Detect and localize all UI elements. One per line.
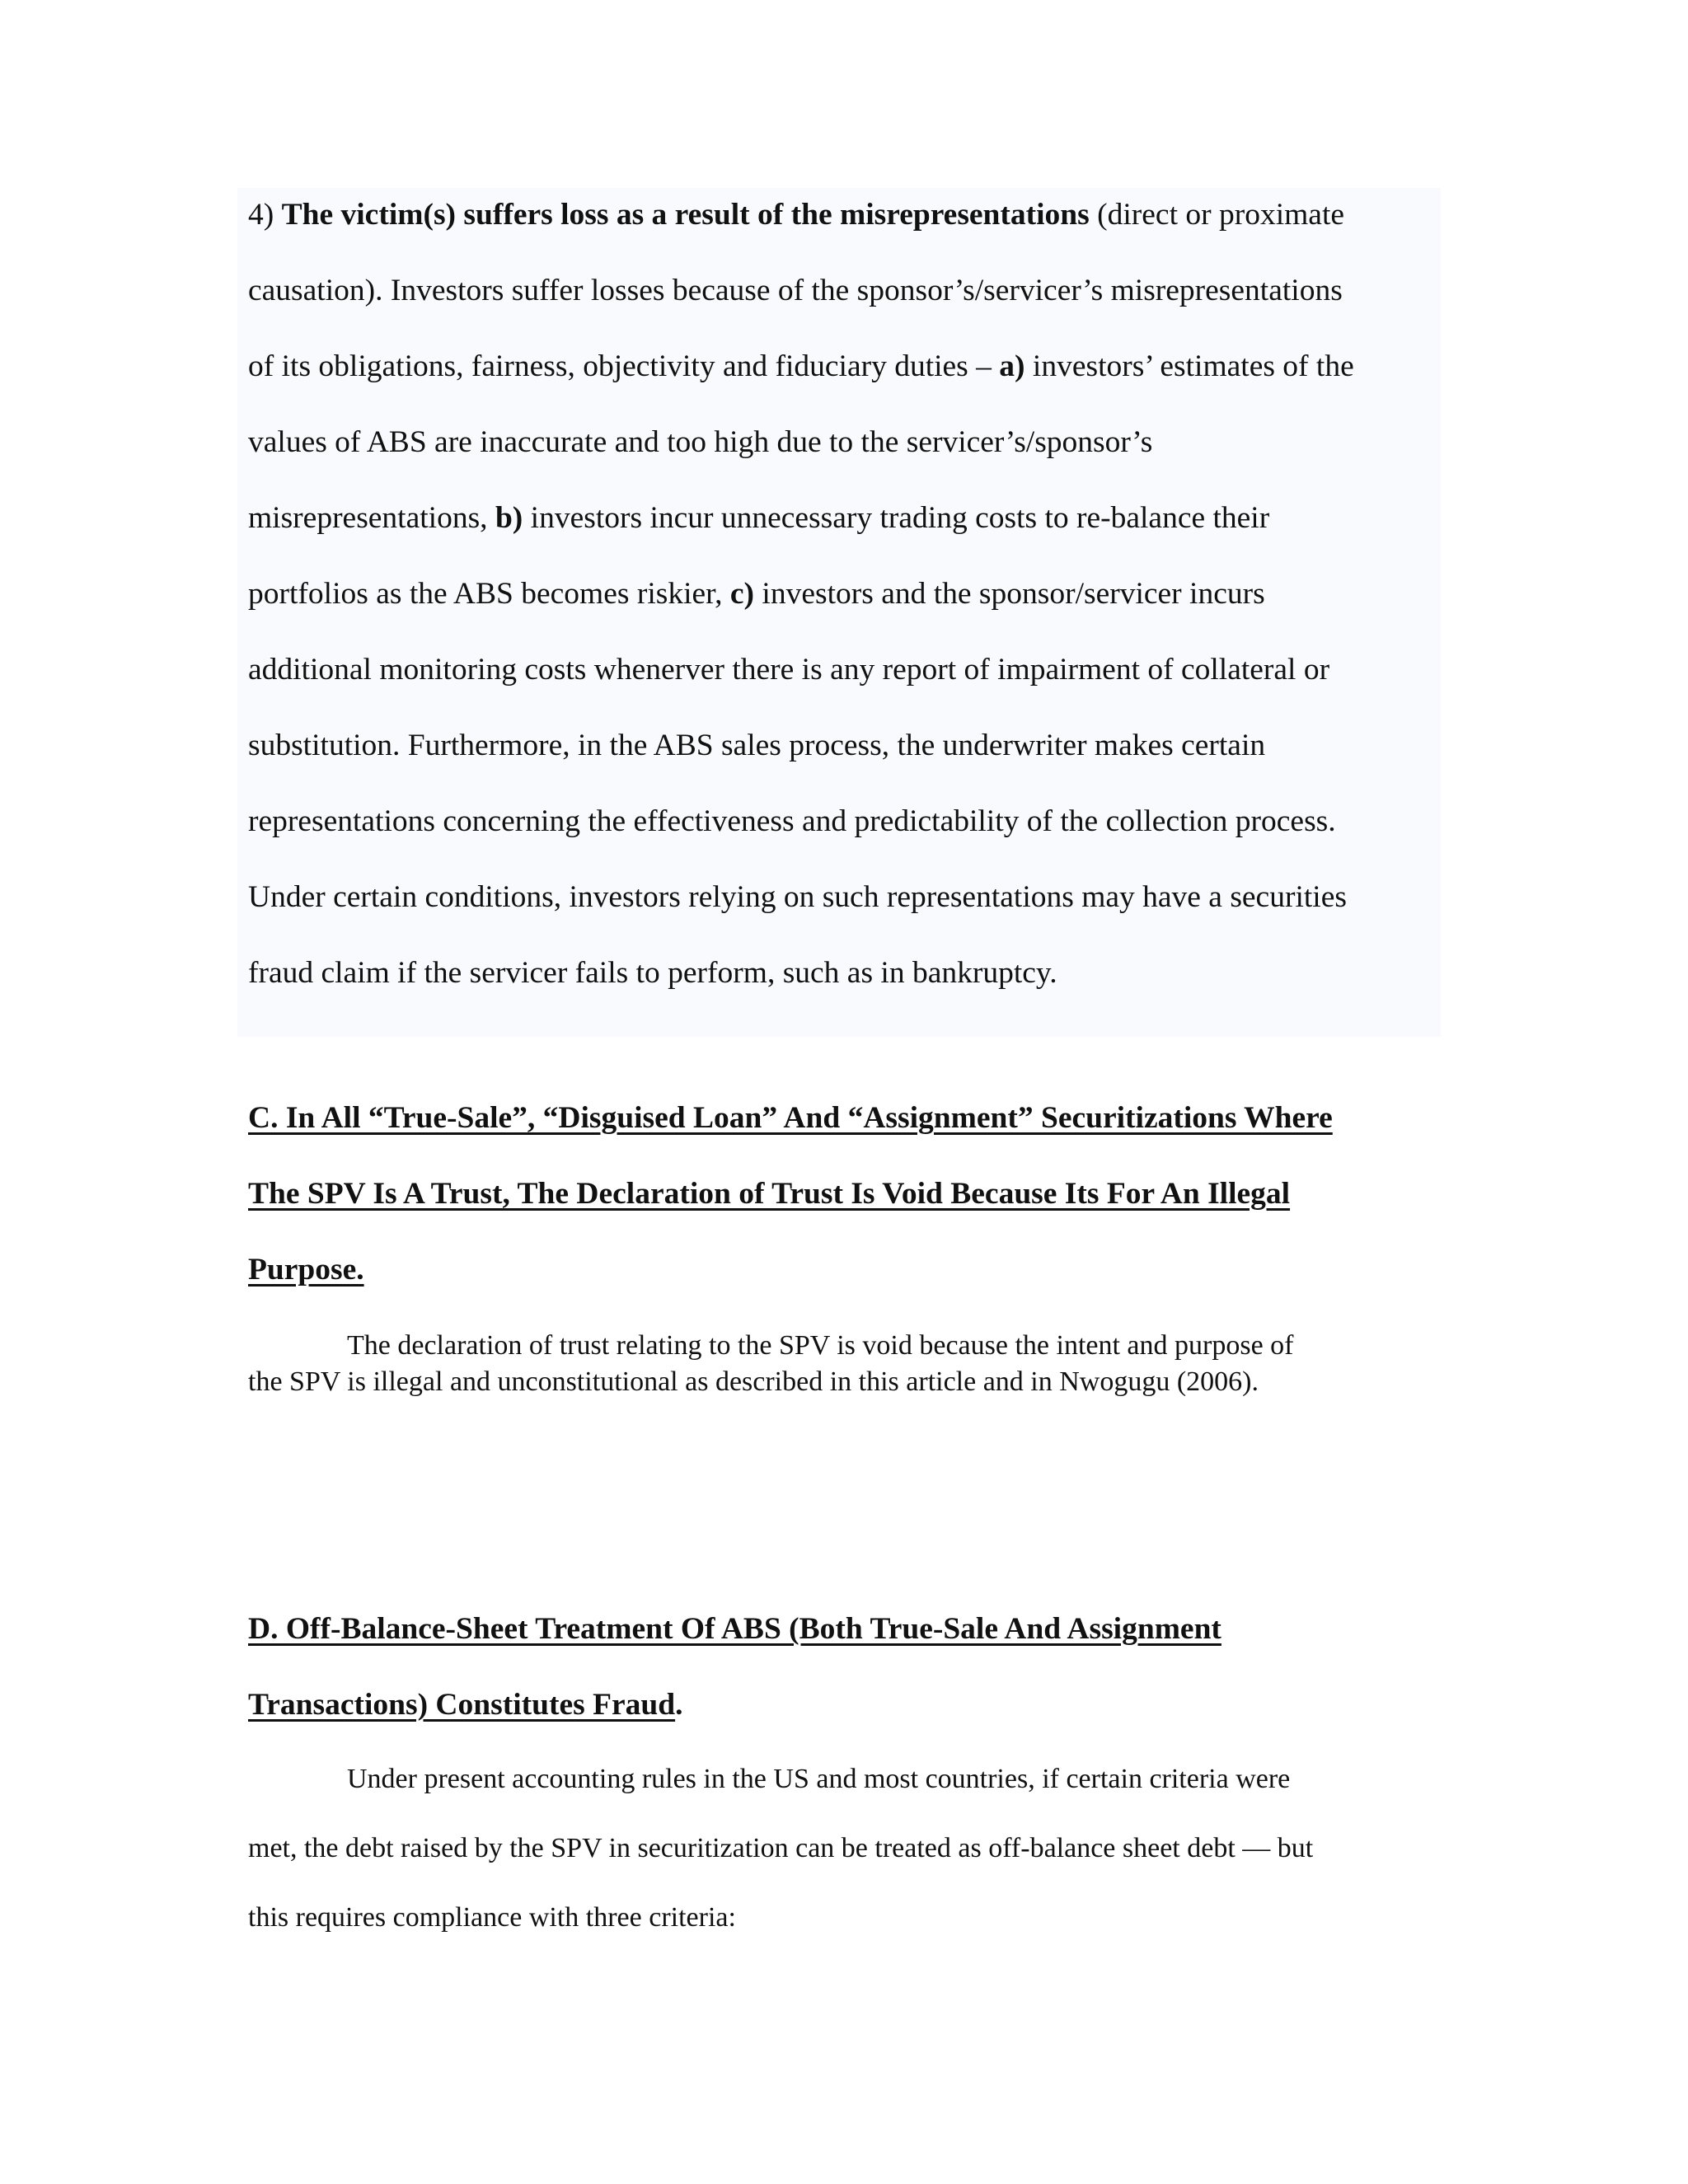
section-d-body-line-1: Under present accounting rules in the US and most countries, if certain criteria were (347, 1764, 1291, 1794)
item4-line-7: additional monitoring costs whenerver there is any report of impairment of collateral or (248, 653, 1330, 687)
section-d-body-line-2: met, the debt raised by the SPV in securitization can be treated as off-balance sheet debt — but (248, 1833, 1314, 1863)
section-d-heading-period: . (675, 1688, 683, 1722)
item4-line5-pre: misrepresentations, (248, 501, 488, 535)
item4-number: 4) (248, 198, 274, 232)
item4-line-1 (248, 196, 1344, 234)
item4-bold-lead: The victim(s) suffers loss as a result of the misrepresentations (281, 198, 1090, 232)
item4-line6-pre: portfolios as the ABS becomes riskier, (248, 577, 723, 611)
item4-marker-c: c) (729, 577, 755, 611)
item4-line-6 (248, 575, 1265, 613)
item4-line3-post: investors’ estimates of the (1032, 349, 1354, 383)
item4-marker-a: a) (999, 349, 1025, 383)
section-c-heading-line-1 (248, 1099, 1333, 1137)
item4-line-9: representations concerning the effectiveness and predictability of the collection process. (248, 804, 1336, 838)
item4-marker-b: b) (495, 501, 523, 535)
section-c-body-line-1: The declaration of trust relating to the SPV is void because the intent and purpose of (347, 1330, 1294, 1361)
section-c-heading-text-2: The SPV Is A Trust, The Declaration of Trust Is Void Because Its For An Illegal (248, 1177, 1291, 1211)
section-c-heading-line-2 (248, 1175, 1290, 1213)
section-d-heading-line-2 (248, 1686, 682, 1724)
item4-line-4: values of ABS are inaccurate and too high due to the servicer’s/sponsor’s (248, 425, 1153, 459)
item4-line6-post: investors and the sponsor/servicer incurs (762, 577, 1265, 611)
item4-line-10: Under certain conditions, investors relying on such representations may have a securities (248, 880, 1347, 914)
section-d-body-line-3: this requires compliance with three criteria: (248, 1902, 736, 1933)
section-c-heading-line-3 (248, 1251, 364, 1289)
item4-line1-rest: (direct or proximate (1097, 198, 1345, 232)
section-c-heading-text-1: C. In All “True-Sale”, “Disguised Loan” And “Assignment” Securitizations Where (248, 1101, 1333, 1135)
item4-line3-pre: of its obligations, fairness, objectivity and fiduciary duties – (248, 349, 992, 383)
item4-line5-post: investors incur unnecessary trading costs to re-balance their (530, 501, 1270, 535)
section-d-heading-text-1: D. Off-Balance-Sheet Treatment Of ABS (Both True-Sale And Assignment (248, 1612, 1221, 1646)
section-c-body-line-2: the SPV is illegal and unconstitutional as described in this article and in Nwogugu (2006). (248, 1366, 1259, 1397)
item4-line-11: fraud claim if the servicer fails to perform, such as in bankruptcy. (248, 956, 1057, 990)
section-c-heading-text-3: Purpose. (248, 1253, 364, 1286)
section-d-heading-text-2: Transactions) Constitutes Fraud (248, 1688, 676, 1722)
item4-line-5 (248, 499, 1269, 537)
section-d-heading-line-1 (248, 1610, 1221, 1648)
item4-line-3 (248, 348, 1354, 386)
item4-line-8: substitution. Furthermore, in the ABS sales process, the underwriter makes certain (248, 729, 1266, 762)
item4-line-2: causation). Investors suffer losses because of the sponsor’s/servicer’s misrepresentations (248, 274, 1343, 307)
